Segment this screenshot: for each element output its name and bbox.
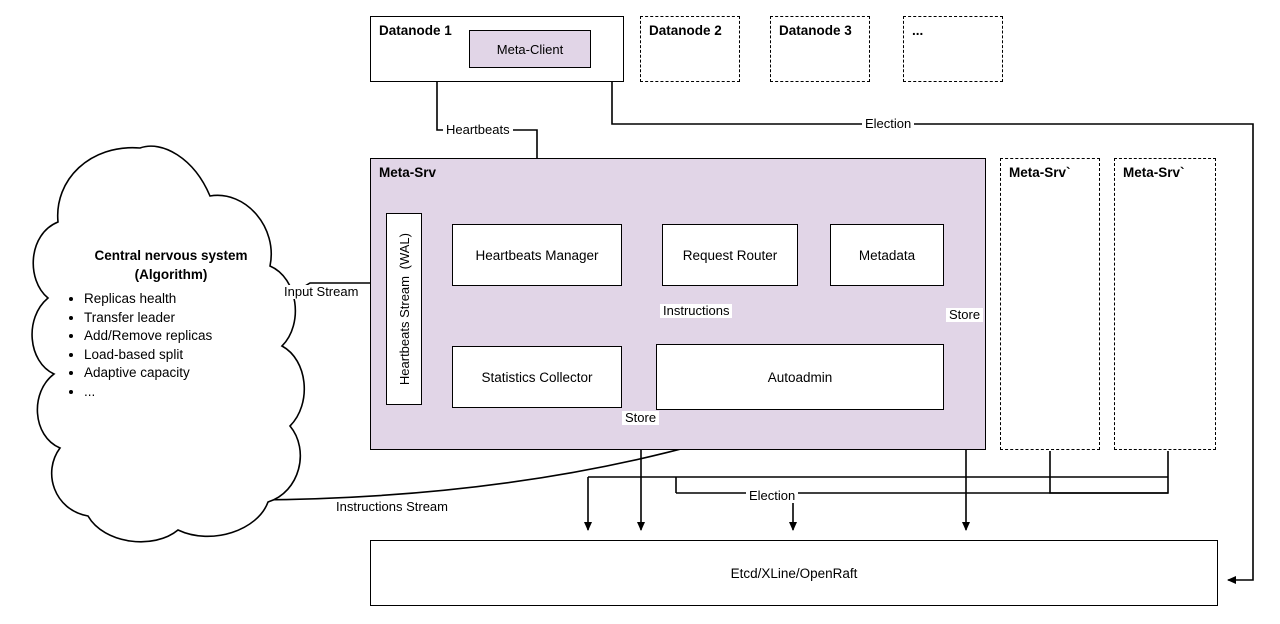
datanode-more-box <box>903 16 1003 82</box>
metadata-label: Metadata <box>858 247 916 263</box>
heartbeats-stream-label: Heartbeats Stream <box>396 275 412 385</box>
metasrv-replica-2-label: Meta-Srv` <box>1123 165 1185 180</box>
edge-label-store-metadata: Store <box>946 308 983 322</box>
edge-label-input-stream: Input Stream <box>281 285 361 299</box>
statistics-collector-label: Statistics Collector <box>481 369 593 385</box>
datanode-more-label: ... <box>912 23 924 38</box>
heartbeats-manager-box <box>452 224 622 286</box>
datanode-2-box <box>640 16 740 82</box>
edge-label-store-statistics: Store <box>622 411 659 425</box>
edge-label-election-top: Election <box>862 117 914 131</box>
store-backend-label: Etcd/XLine/OpenRaft <box>730 565 858 581</box>
statistics-collector-box <box>452 346 622 408</box>
list-item: • Load-based split <box>84 346 296 365</box>
heartbeats-manager-label: Heartbeats Manager <box>475 247 599 263</box>
datanode-3-label: Datanode 3 <box>779 23 852 38</box>
edge-label-election-bottom: Election <box>746 489 798 503</box>
cloud-content <box>46 246 296 401</box>
datanode-3-box <box>770 16 870 82</box>
request-router-label: Request Router <box>682 247 778 263</box>
wal-heartbeats-stream-box <box>386 213 422 405</box>
edge-label-instructions: Instructions <box>660 304 732 318</box>
store-backend-box <box>370 540 1218 606</box>
metasrv-replica-1-box <box>1000 158 1100 450</box>
cloud-title <box>46 246 296 284</box>
datanode-1-label: Datanode 1 <box>379 23 452 38</box>
list-item: • Transfer leader <box>84 309 296 328</box>
autoadmin-box <box>656 344 944 410</box>
datanode-2-label: Datanode 2 <box>649 23 722 38</box>
cloud-list <box>46 290 296 401</box>
meta-client-box <box>469 30 591 68</box>
wal-label: (WAL) <box>396 233 412 270</box>
metasrv-replica-2-box <box>1114 158 1216 450</box>
list-item: • ... <box>84 383 296 402</box>
cloud-title-line2: (Algorithm) <box>134 267 208 282</box>
cloud-title-line1: Central nervous system <box>94 248 248 263</box>
autoadmin-label: Autoadmin <box>767 369 833 385</box>
list-item: • Add/Remove replicas <box>84 327 296 346</box>
metasrv-replica-1-label: Meta-Srv` <box>1009 165 1071 180</box>
request-router-box <box>662 224 798 286</box>
edge-label-heartbeats: Heartbeats <box>443 123 513 137</box>
metadata-box <box>830 224 944 286</box>
metasrv-label: Meta-Srv <box>379 165 437 180</box>
list-item: • Adaptive capacity <box>84 364 296 383</box>
list-item: • Replicas health <box>84 290 296 309</box>
edge-label-instructions-stream: Instructions Stream <box>333 500 451 514</box>
meta-client-label: Meta-Client <box>496 41 564 57</box>
